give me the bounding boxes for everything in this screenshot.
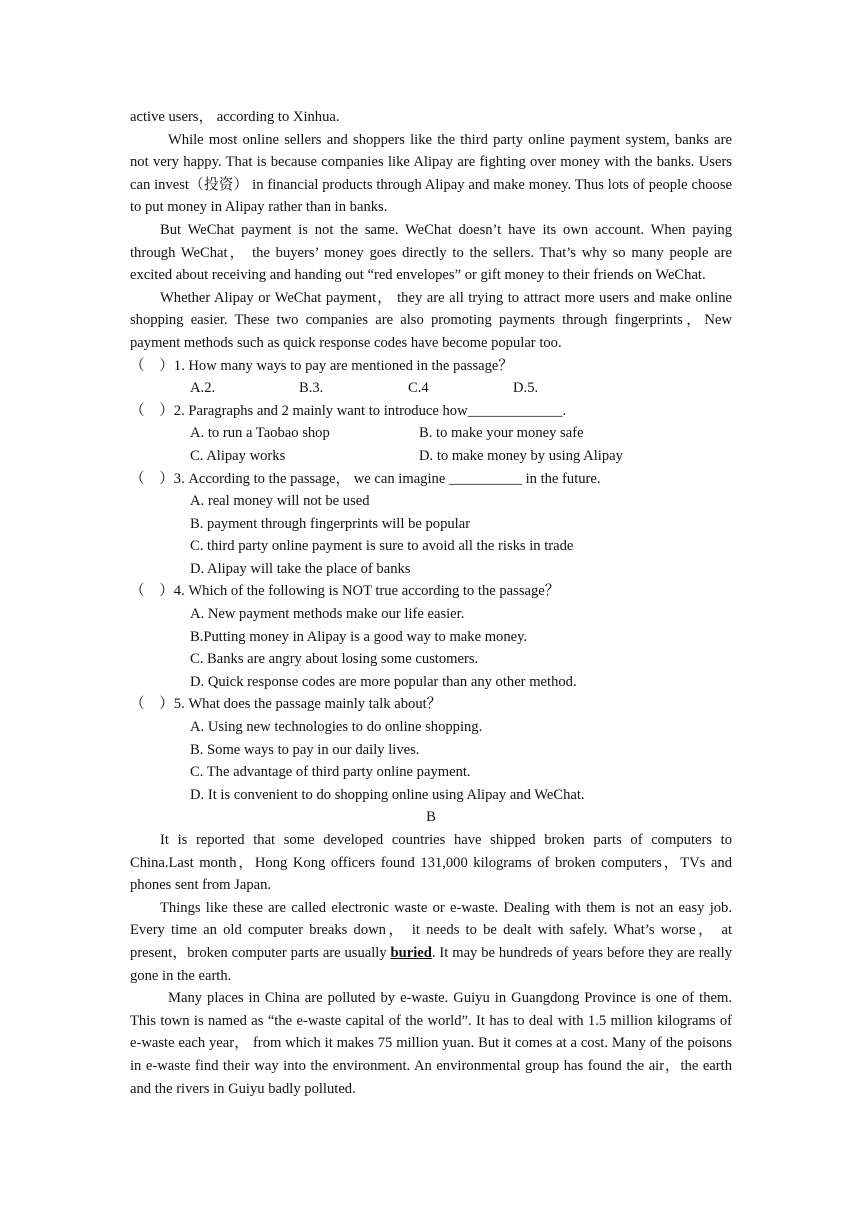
paragraph-text: Things like these are called electronic waste or e-waste. Dealing with them is not an easy job. Every time an old computer breaks down， it needs to be dealt with safely. What’s worse， at present，broken computer parts are usually <box>130 899 732 961</box>
section-heading-b: B <box>426 809 436 826</box>
option-a: A. real money will not be used <box>190 493 370 510</box>
option-a: A. Using new technologies to do online shopping. <box>190 719 483 736</box>
option-a: A. New payment methods make our life easier. <box>190 606 465 623</box>
underlined-word-buried: buried <box>390 944 432 961</box>
passage-a-paragraph-3: Whether Alipay or WeChat payment， they are all trying to attract more users and make online shopping easier. These two companies are also promoting payments through fingerprints，New payment methods such as quick response codes have become popular too. <box>130 289 732 351</box>
option-a: A.2. <box>190 380 216 397</box>
question-options-row <box>190 445 732 468</box>
option-d: D. It is convenient to do shopping online using Alipay and WeChat. <box>190 786 585 803</box>
question-stem: （ ）3. According to the passage， we can imagine __________ in the future. <box>130 470 601 487</box>
passage-a-paragraph-1: While most online sellers and shoppers like the third party online payment system, banks are not very happy. That is because companies like Alipay are fighting over money with the banks. Users can invest（投资） in financial products through Alipay and make money. Thus lots of people choose to put money in Alipay rather than in banks. <box>130 131 732 216</box>
question-options <box>190 377 732 400</box>
option-d: D. Quick response codes are more popular than any other method. <box>190 673 577 690</box>
paragraph-text: . It may be hundreds of years before they are really gone in the earth. <box>130 944 732 984</box>
question-stem: （ ）5. What does the passage mainly talk about？ <box>130 696 442 713</box>
option-d: D. to make money by using Alipay <box>419 447 623 464</box>
option-c: C. third party online payment is sure to avoid all the risks in trade <box>190 538 574 555</box>
option-d: D. Alipay will take the place of banks <box>190 560 411 577</box>
passage-a-paragraph-2: But WeChat payment is not the same. WeChat doesn’t have its own account. When paying through WeChat， the buyers’ money goes directly to the sellers. That’s why so many people are excited about receiving and handing out “red envelopes” or gift money to their friends on WeChat. <box>130 221 732 284</box>
question-5 <box>130 693 732 806</box>
question-stem: （ ）1. How many ways to pay are mentioned in the passage？ <box>130 357 514 374</box>
passage-b-paragraph-3: Many places in China are polluted by e-waste. Guiyu in Guangdong Province is one of them. This town is named as “the e-waste capital of the world”. It has to deal with 1.5 million kilograms of e-waste each year， from which it makes 75 million yuan. But it comes at a cost. Many of the poisons in e-waste find their way into the environment. An environmental group has found the air，the earth and the rivers in Guiyu badly polluted. <box>130 990 732 1097</box>
option-b: B.Putting money in Alipay is a good way to make money. <box>190 628 528 645</box>
question-3 <box>130 468 732 581</box>
option-b: B. to make your money safe <box>419 425 584 442</box>
question-4 <box>130 580 732 693</box>
passage-b-paragraph-2 <box>130 897 732 987</box>
option-b: B. Some ways to pay in our daily lives. <box>190 741 420 758</box>
option-c: C. The advantage of third party online payment. <box>190 764 471 781</box>
document-page <box>130 106 732 1100</box>
option-c: C. Banks are angry about losing some customers. <box>190 651 479 668</box>
option-b: B. payment through fingerprints will be popular <box>190 515 471 532</box>
question-2 <box>130 400 732 468</box>
question-options-row <box>190 422 732 445</box>
question-stem: （ ）4. Which of the following is NOT true according to the passage？ <box>130 583 560 600</box>
question-stem: （ ）2. Paragraphs and 2 mainly want to introduce how_____________. <box>130 402 567 419</box>
option-a: A. to run a Taobao shop <box>190 425 330 442</box>
question-1 <box>130 355 732 400</box>
option-c: C. Alipay works <box>190 447 286 464</box>
option-c: C.4 <box>408 380 429 397</box>
option-d: D.5. <box>513 380 539 397</box>
passage-b-paragraph-1: It is reported that some developed countries have shipped broken parts of computers to China.Last month，Hong Kong officers found 131,000 kilograms of broken computers，TVs and phones sent from Japan. <box>130 832 732 894</box>
option-b: B.3. <box>299 380 324 397</box>
passage-a-fragment: active users， according to Xinhua. <box>130 109 340 125</box>
